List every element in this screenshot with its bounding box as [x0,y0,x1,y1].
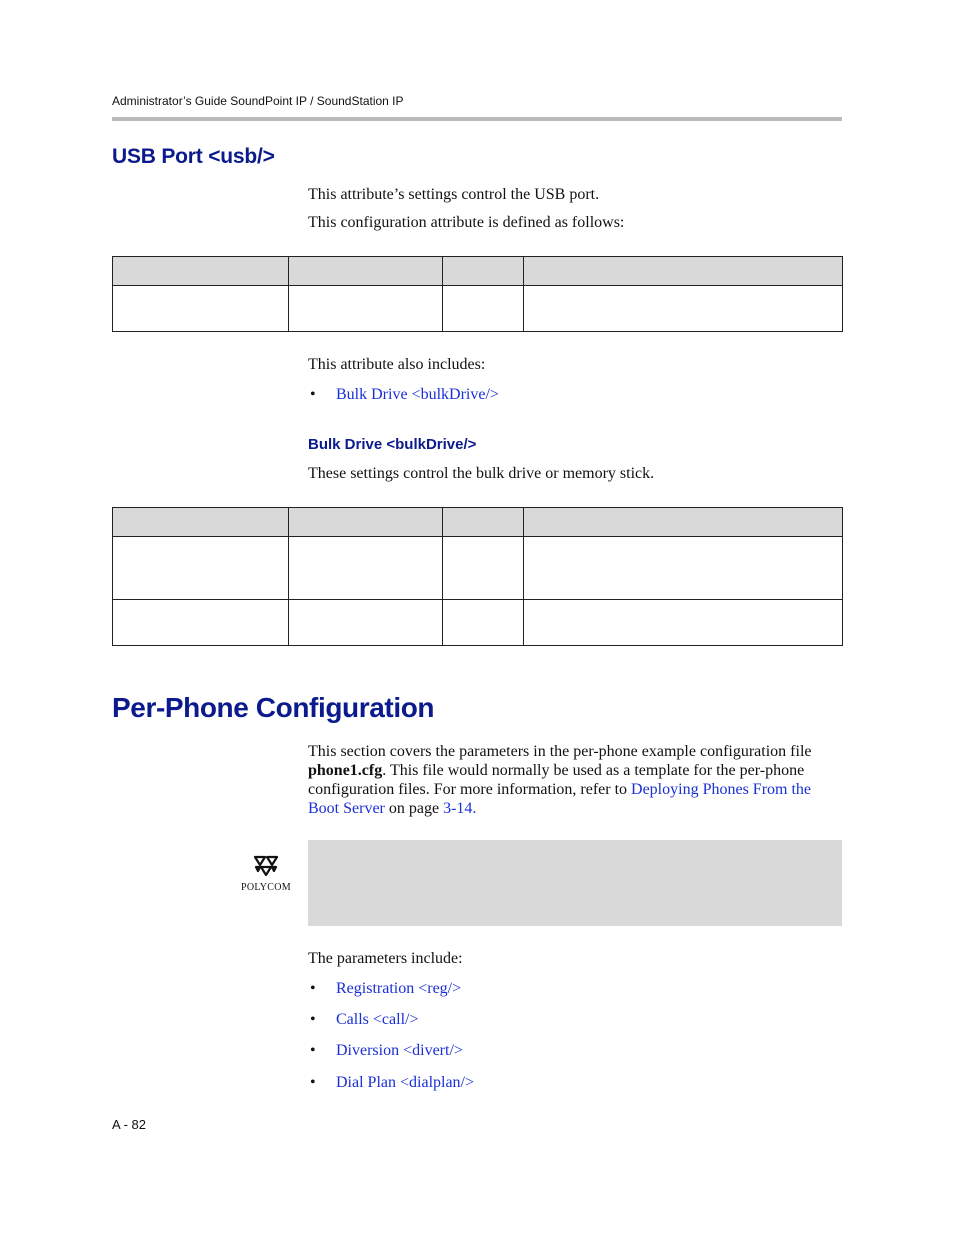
bullet-marker: • [310,386,316,403]
table-row [113,600,843,646]
header-rule [112,117,842,121]
table-row [113,537,843,600]
usb-intro-1: This attribute’s settings control the USB port. [308,186,600,203]
usb-intro-2: This configuration attribute is defined as follows: [308,214,625,231]
paragraph-text: . This file would normally be used as a template for the per-phone configuration files. For more information, refer to [308,762,805,798]
deploying-phones-link[interactable]: Deploying Phones From the Boot Server [308,781,812,817]
per-phone-heading: Per-Phone Configuration [112,692,435,723]
paragraph-text: This section covers the parameters in the per-phone example configuration file [308,743,812,760]
polycom-wordmark: POLYCOM [241,882,291,893]
registration-link[interactable]: Registration <reg/> [336,980,462,997]
calls-link[interactable]: Calls <call/> [336,1011,419,1028]
table-header-row [113,257,843,286]
parameters-intro: The parameters include: [308,950,463,967]
bulk-drive-table [112,507,843,646]
polycom-logo [236,855,296,895]
filename-bold: phone1.cfg [308,762,383,779]
usb-also-includes: This attribute also includes: [308,356,486,373]
bulk-drive-intro: These settings control the bulk drive or memory stick. [308,465,655,482]
bullet-marker: • [310,1011,316,1028]
page-number: A - 82 [112,1117,146,1132]
bulk-drive-heading: Bulk Drive <bulkDrive/> [308,436,477,453]
per-phone-paragraph [308,742,842,818]
bullet-marker: • [310,1074,316,1091]
table-header-row [113,508,843,537]
diversion-link[interactable]: Diversion <divert/> [336,1042,463,1059]
note-box [308,840,842,926]
bulk-drive-link[interactable]: Bulk Drive <bulkDrive/> [336,386,499,403]
usb-attribute-table [112,256,843,332]
bullet-marker: • [310,1042,316,1059]
table-row [113,286,843,332]
running-header: Administrator’s Guide SoundPoint IP / SoundStation IP [112,94,404,108]
paragraph-end: . [472,800,477,817]
bullet-marker: • [310,980,316,997]
usb-port-heading: USB Port <usb/> [112,145,275,168]
polycom-logo-icon [236,855,296,881]
dial-plan-link[interactable]: Dial Plan <dialplan/> [336,1074,475,1091]
page-ref-link[interactable]: 3-14 [443,800,473,817]
paragraph-text: on page [384,800,444,817]
